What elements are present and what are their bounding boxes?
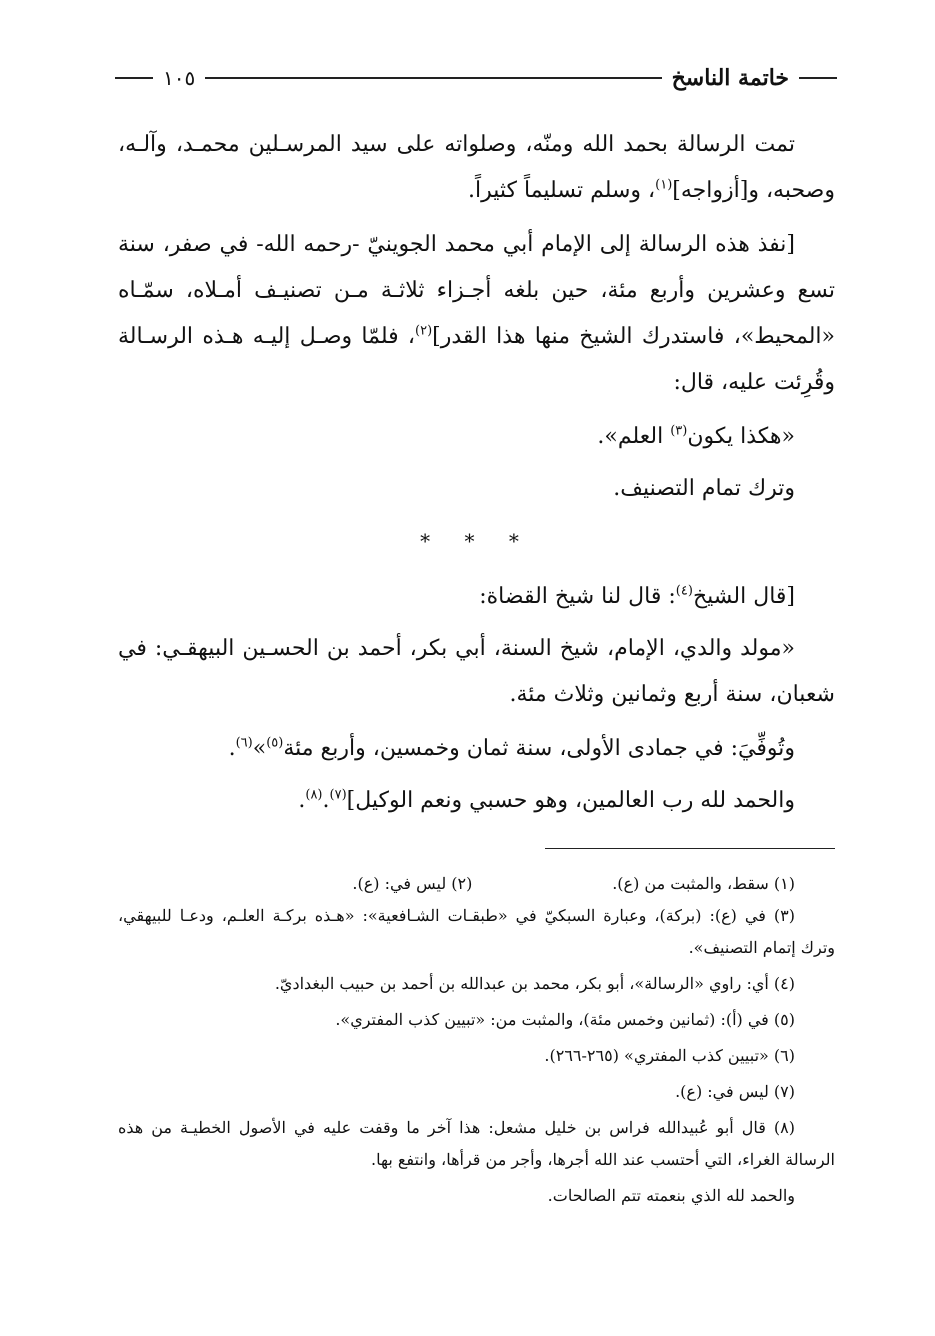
footnote-ref: (٣) — [670, 423, 688, 439]
page-number: ١٠٥ — [163, 66, 196, 90]
paragraph: والحمد لله رب العالمين، وهو حسبي ونعم الوكيل]$^{(٧)}$.$^{(٨)}$. — [298, 787, 795, 813]
chapter-title: خاتمة الناسخ — [671, 65, 789, 91]
footnote-2: (٢) ليس في: (ع). — [352, 874, 473, 893]
footnote-ref: (١) — [655, 177, 673, 193]
footnote-ref: (٧) — [329, 787, 347, 803]
footnote-ref: (٤) — [675, 583, 693, 599]
footnote-ref: (٨) — [305, 787, 323, 803]
footnote-4: (٤) أي: راوي «الرسالة»، أبو بكر، محمد بن عبدالله بن أحمد بن حبيب البغداديّ. — [274, 974, 795, 993]
paragraph: «مولد والدي، الإمام، شيخ السنة، أبي بكر، أحمد بن الحسـين البيهقـي: في شعبان، سنة أربع وثمانين وثلاث مئة. — [118, 636, 835, 707]
paragraph: وتُوفِّيَ: في جمادى الأولى، سنة ثمان وخمسين، وأربع مئة$^{(٥)}$»$^{(٦)}$. — [228, 735, 795, 761]
paragraph: [نفذ هذه الرسالة إلى الإمام أبي محمد الجوينيّ -رحمه الله- في صفر، سنة تسع وعشرين وأربع مئة، حين بلغه أجـزاء ثلاثـة مـن تصنيـف أمـلاه، سمّـاه «المحيط»، فاستدرك الشيخ منها هذا القدر]$^{(٢)}$، فلمّا وصـل إليـه هـذه الرسـالة وقُرِئت عليه، قال: — [118, 232, 835, 395]
footnote-5: (٥) في (أ): (ثمانين وخمس مئة)، والمثبت من: «تبيين كذب المفتري». — [335, 1010, 795, 1029]
running-header — [115, 58, 837, 98]
quote-line: «هكذا يكون$^{(٣)}$ العلم». — [597, 423, 795, 449]
footnote-3: (٣) في (ع): (بركة)، وعبارة السبكيّ في «طبقـات الشـافعية»: «هـذه بركـة العلـم، ودعـا للبيهقي، وترك إتمام التصنيف». — [118, 906, 835, 957]
paragraph: تمت الرسالة بحمد الله ومنّه، وصلواته على سيد المرسـلين محمـد، وآلـه، وصحبه، و[أزواجه]$^{(١)}$، وسلم تسليماً كثيراً. — [118, 132, 835, 203]
footnote-divider — [545, 848, 835, 849]
header-rule — [205, 77, 661, 79]
footnote-1: (١) سقط، والمثبت من (ع). — [612, 874, 795, 893]
footnote-6: (٦) «تبيين كذب المفتري» (٢٦٥-٢٦٦). — [544, 1046, 795, 1065]
footnote-7: (٧) ليس في: (ع). — [675, 1082, 795, 1101]
header-rule-left — [115, 77, 153, 79]
section-separator: * * * — [420, 529, 533, 553]
paragraph: [قال الشيخ$^{(٤)}$: قال لنا شيخ القضاة: — [479, 583, 795, 609]
footnote-8: (٨) قال أبو عُبيدالله فراس بن خليل مشعل: هذا آخر ما وقفت عليه في الأصول الخطيـة من هذه الرسالة الغراء، التي أحتسب عند الله أجرها، وأجر من قرأها، وانتفع بها. — [118, 1118, 835, 1169]
main-text — [118, 122, 835, 830]
footnote-row — [118, 868, 835, 900]
header-rule-right — [799, 77, 837, 79]
footnote-ref: (٦) — [235, 735, 253, 751]
footnote-ref: (٥) — [266, 735, 284, 751]
footnotes — [118, 868, 835, 1216]
paragraph: وترك تمام التصنيف. — [613, 476, 795, 501]
footnote-8-continuation: والحمد لله الذي بنعمته تتم الصالحات. — [547, 1186, 795, 1205]
footnote-ref: (٢) — [415, 323, 433, 339]
